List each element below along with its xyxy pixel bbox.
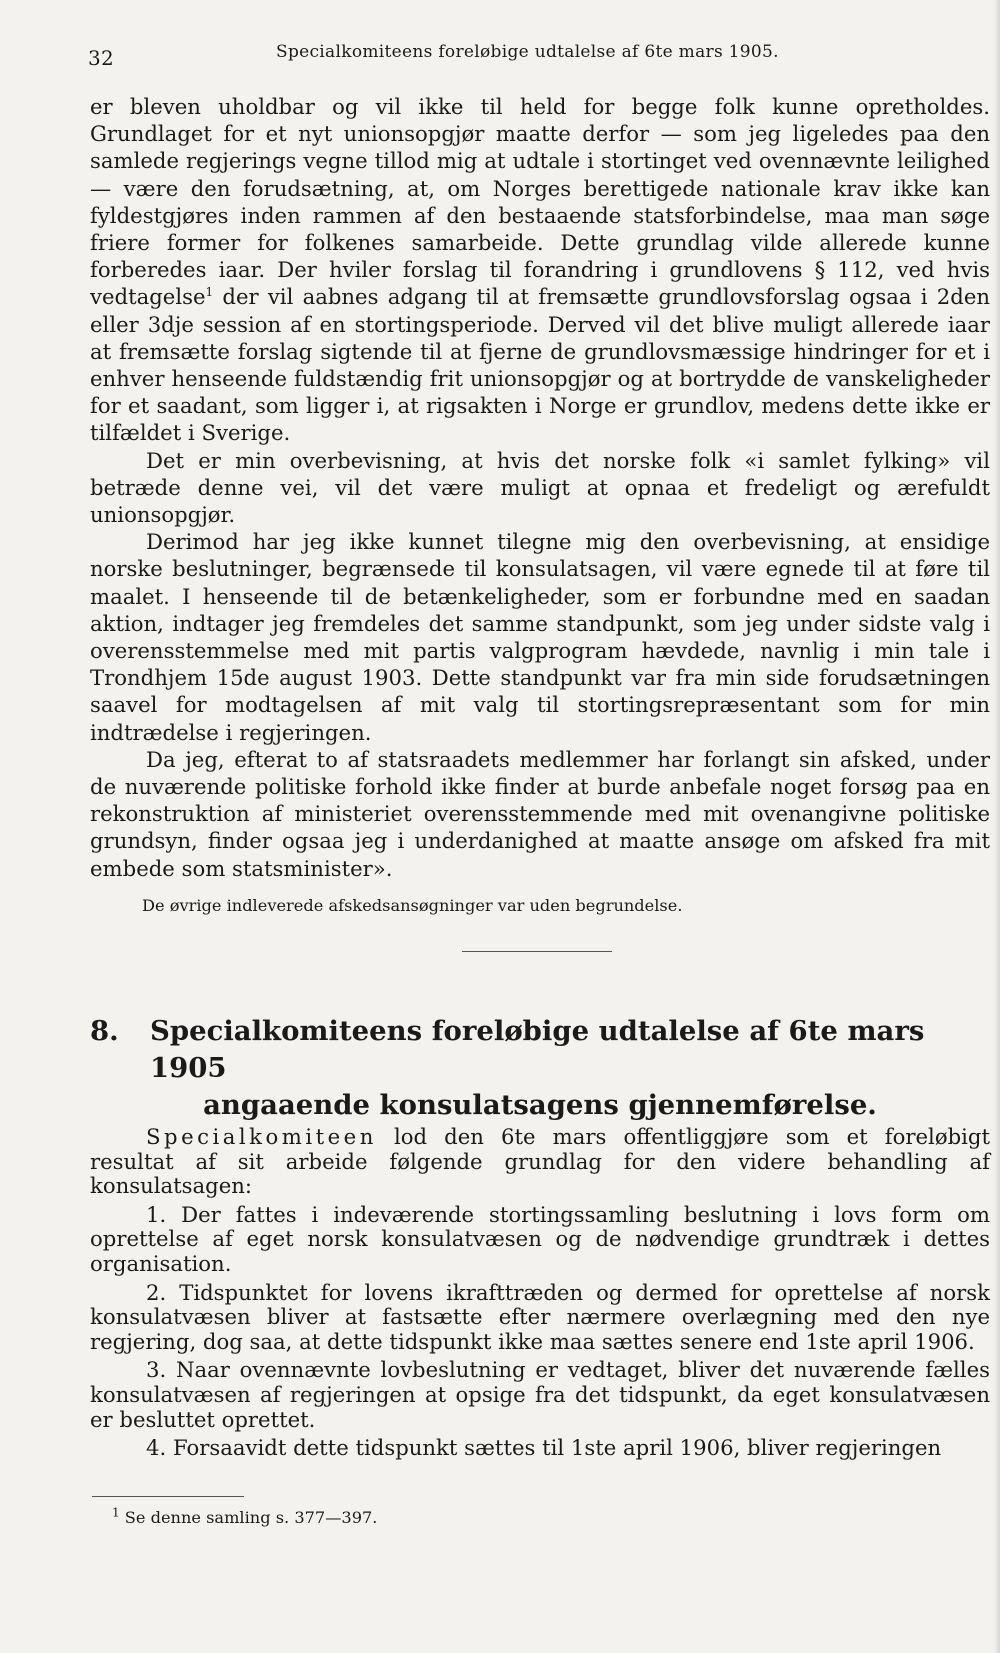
editorial-note: De øvrige indleverede afskedsansøgninger var uden begrundelse. [142,895,683,915]
footnote [112,1505,378,1527]
list-item-3: 3. Naar ovennævnte lovbeslutning er vedtaget, bliver det nuværende fælles konsulatvæsen af regjeringen at opsige fra det tidspunkt, da eget konsulatvæsen er besluttet oprettet. [90,1357,990,1432]
section-number: 8. [90,1015,119,1047]
section-body [90,1125,990,1465]
paragraph-1 [90,93,990,447]
section-intro [90,1125,990,1199]
paragraph-4: Da jeg, efterat to af statsraadets medlemmer har forlangt sin afsked, under de nuværende politiske forhold ikke finder at burde anbefale noget forsøg paa en rekonstruktion af ministeriet overensstemmende med mit ovenangivne politiske grundsyn, finder ogsaa jeg i underdanighed at maatte ansøge om afsked fra mit embede som statsminister». [90,746,990,881]
page-edge-shadow [994,0,1000,1653]
list-item-4: 4. Forsaavidt dette tidspunkt sættes til 1ste april 1906, bliver regjeringen [146,1435,942,1461]
paragraph-3: Derimod har jeg ikke kunnet tilegne mig den overbevisning, at ensidige norske beslutninger, begrænsede til konsulatsagen, vil være egnede til at føre til maalet. I henseende til de betænkeligheder, som er forbundne med en saadan aktion, indtager jeg fremdeles det samme standpunkt, som jeg under sidste valg i overensstemmelse med mit partis valgprogram hævdede, navnlig i min tale i Trondhjem 15de august 1903. Dette standpunkt var fra min side forudsætningen saavel for modtagelsen af mit valg til stortingsrepræsentant som for min indtrædelse i regjeringen. [90,529,990,745]
section-heading [90,1013,990,1124]
paragraph-1-text: er bleven uholdbar og vil ikke til held for begge folk kunne opretholdes. Grundlaget for et nyt unionsopgjør maatte derfor — som jeg ligeledes paa den samlede regjerings vegne tillod mig at udtale i stortinget ved ovennævnte leilighed — være den forudsætning, at, om Norges berettigede nationale krav ikke kan fyldestgjøres inden rammen af den bestaaende statsforbindelse, maa man søge friere former for folkenes samarbeide. Dette grundlag vilde allerede kunne forberedes iaar. Der hviler forslag til forandring i grundlovens § 112, ved hvis vedtagelse [90,94,990,310]
paragraph-1-continuation: der vil aabnes adgang til at fremsætte grundlovsforslag ogsaa i 2den eller 3dje session af en stortingsperiode. Derved vil det blive muligt allerede iaar at fremsætte forslag sigtende til at fjerne de grundlovsmæssige hindringer for et i enhver henseende fuldstændig frit unionsopgjør og at bortrydde de vanskeligheder for et saadant, som ligger i, at rigsakten i Norge er grundlov, medens dette ikke er tilfældet i Sverige. [90,284,990,446]
list-item-2: 2. Tidspunktet for lovens ikrafttræden og dermed for oprettelse af norsk konsulatvæsen bliver at fastsætte efter nærmere overlægning med den nye regjering, dog saa, at dette tidspunkt ikke maa sættes senere end 1ste april 1906. [90,1279,990,1354]
spaced-subject: Specialkomiteen [146,1124,377,1149]
section-title [90,1013,990,1124]
running-title: Specialkomiteens foreløbige udtalelse af 6te mars 1905. [276,42,779,62]
footnote-reference: 1 [205,285,214,300]
section-title-line-2: angaaende konsulatsagens gjennemførelse. [203,1089,877,1121]
section-title-line-1: Specialkomiteens foreløbige udtalelse af 6te mars 1905 [150,1015,925,1084]
footnote-rule [92,1496,244,1497]
section-intro-text: lod den 6te mars offentliggjøre som et foreløbigt resultat af sit arbeide følgende grundlag for den videre behandling af konsulatsagen: [90,1124,990,1199]
body-text [90,93,990,917]
list-item-1: 1. Der fattes i indeværende stortingssamling beslutning i lovs form om oprettelse af eget norsk konsulatvæsen og de nødvendige grundtræk i dettes organisation. [90,1201,990,1276]
section-divider [462,951,612,952]
footnote-text: Se denne samling s. 377—397. [124,1508,378,1527]
paragraph-2: Det er min overbevisning, at hvis det norske folk «i samlet fylking» vil betræde denne vei, vil det være muligt at opnaa et fredeligt og ærefuldt unionsopgjør. [90,447,990,528]
footnote-marker: 1 [112,1505,120,1520]
page-number: 32 [88,46,115,70]
